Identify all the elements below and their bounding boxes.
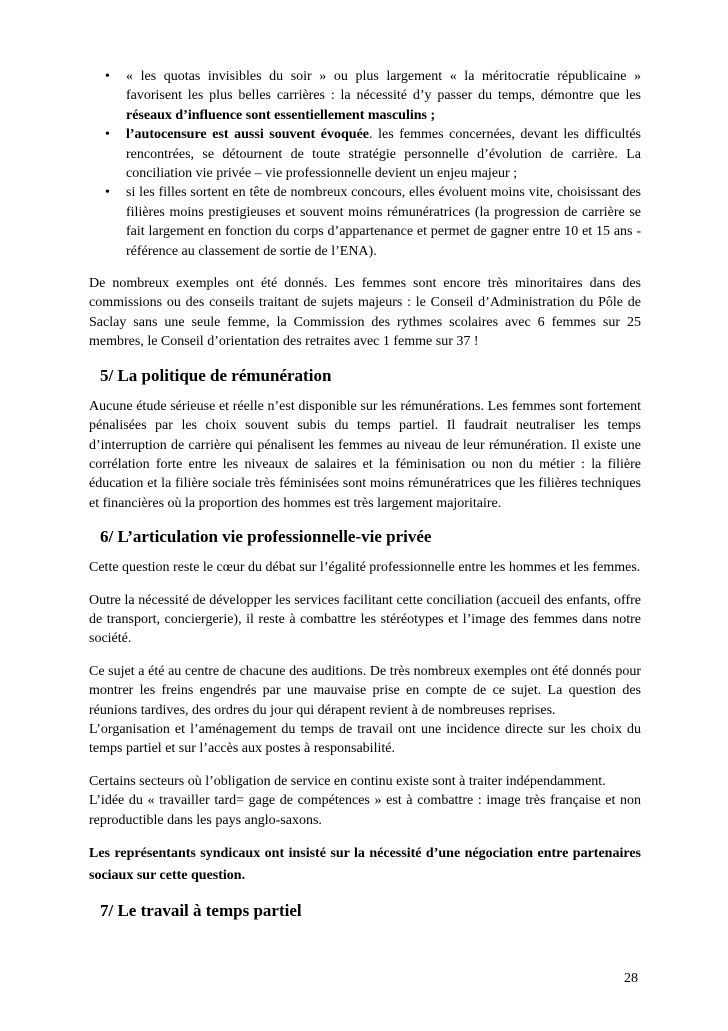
paragraph-debate: Cette question reste le cœur du débat sur l’égalité professionnelle entre les hommes et les femmes. [89,560,641,576]
list-item [105,67,641,125]
paragraph-auditions: Ce sujet a été au centre de chacune des auditions. De très nombreux exemples ont été donnés pour montrer les freins engendrés par une mauvaise prise en compte de ce sujet. La question des réunions tardives, des ordres du jour qui dérapent revient à de nombreuses reprises. [89,663,641,718]
section-heading-7: 7/ Le travail à temps partiel [100,901,302,920]
paragraph-examples: De nombreux exemples ont été donnés. Les femmes sont encore très minoritaires dans des commissions ou des conseils traitant de sujets majeurs : le Conseil d’Administration du Pôle de Saclay sans une seule femme, la Commission des rythmes scolaires avec 6 femmes sur 25 membres, le Conseil d’orientation des retraites avec 1 femme sur 37 ! [89,276,641,350]
list-item-text: . les femmes concernées, devant les difficultés rencontrées, se détournent de toute stratégie personnelle d’évolution de carrière. La conciliation vie privée – vie professionnelle devient un enjeu majeur ; [126,127,641,182]
list-item-bold-text: réseaux d’influence sont essentiellement masculins ; [126,107,436,123]
paragraph-work-late: L’idée du « travailler tard= gage de compétences » est à combattre : image très française et non reproductible dans les pays anglo-saxons. [89,793,641,828]
section-heading-5: 5/ La politique de rémunération [100,365,332,385]
paragraph-unions: Les représentants syndicaux ont insisté sur la nécessité d’une négociation entre partenaires sociaux sur cette question. [89,846,641,883]
list-item-text: si les filles sortent en tête de nombreux concours, elles évoluent moins vite, choisissant des filières moins prestigieuses et souvent moins rémunératrices (la progression de carrière se fait largement en fonction du corps d’appartenance et permet de gagner entre 10 et 15 ans - référence au classement de sortie de l’ENA). [126,185,641,259]
paragraph-remuneration: Aucune étude sérieuse et réelle n’est disponible sur les rémunérations. Les femmes sont fortement pénalisées par les choix souvent subis du temps partiel. Il faudrait neutraliser les temps d’interruption de carrière qui pénalisent les femmes au niveau de leur rémunération. Il existe une corrélation forte entre les niveaux de salaires et la féminisation ou non du métier : la filière éducation et la filière sociale très féminisées sont moins rémunératrices que les filières techniques et financières où la proportion des hommes est très largement majoritaire. [89,398,641,511]
bullet-icon: • [105,185,110,201]
paragraph-organisation: L’organisation et l’aménagement du temps de travail ont une incidence directe sur les choix du temps partiel et sur l’accès aux postes à responsabilité. [89,721,641,757]
bullet-icon: • [105,127,110,143]
section-heading-6: 6/ L’articulation vie professionnelle-vie privée [100,527,432,547]
bullet-list [89,67,641,261]
paragraph-sectors: Certains secteurs où l’obligation de service en continu existe sont à traiter indépendamment. [89,773,606,789]
bullet-icon: • [105,69,110,84]
list-item [105,125,641,183]
list-item-text: « les quotas invisibles du soir » ou plus largement « la méritocratie républicaine » favorisent les plus belles carrières : la nécessité d’y passer du temps, démontre que les [126,69,641,104]
page-number: 28 [624,971,638,986]
page-content [89,67,641,932]
list-item [105,183,641,261]
paragraph-services: Outre la nécessité de développer les services facilitant cette conciliation (accueil des enfants, offre de transport, conciergerie), il reste à combattre les stéréotypes et l’image des femmes dans notre société. [89,592,641,647]
list-item-bold-text: l’autocensure est aussi souvent évoquée [126,127,369,143]
